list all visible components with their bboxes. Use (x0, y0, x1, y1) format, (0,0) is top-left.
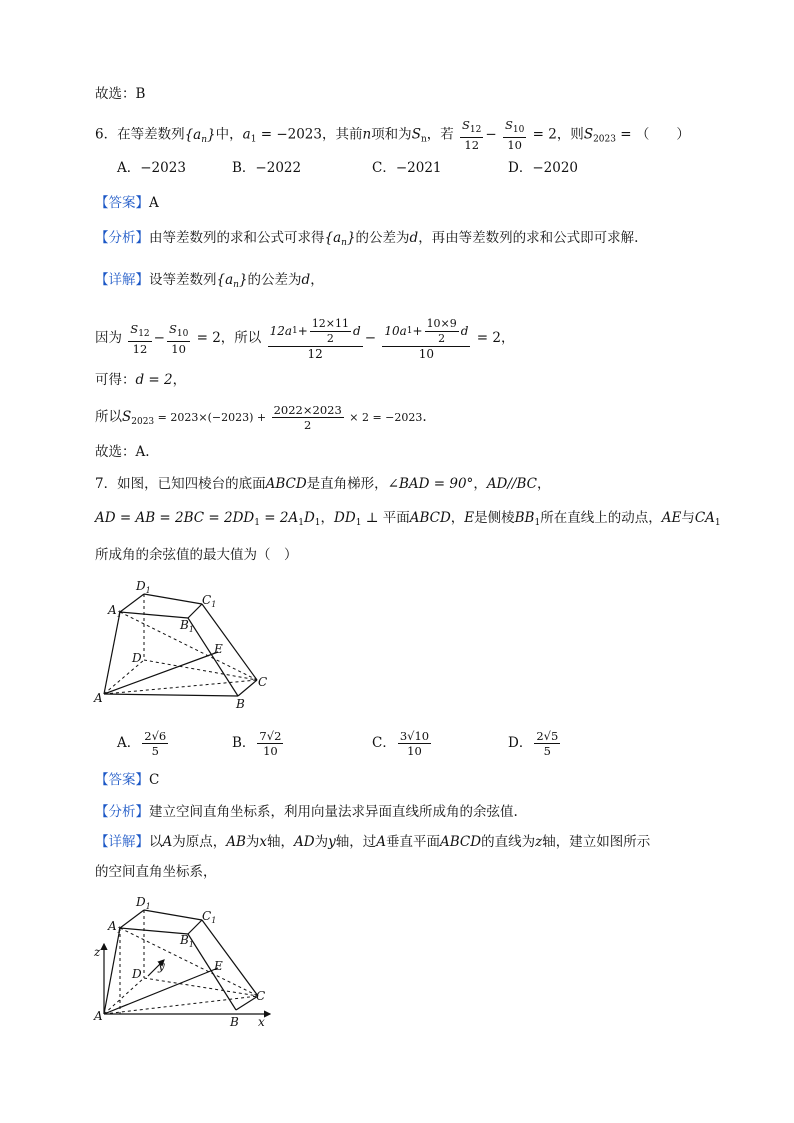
q6-analysis: 【分析】由等差数列的求和公式可求得$\{a_n\}$的公差为d，再由等差数列的求和公式即可求解. (95, 230, 639, 248)
big-fraction-1: 12a 1 + $\frac{12\times 11}{2}$ d 12 (269, 316, 361, 361)
q7-detail-line2: 的空间直角坐标系， (95, 864, 217, 880)
label2-e: E (214, 959, 223, 973)
q6-option-b: B．−2022 (232, 160, 302, 176)
label2-c: C (256, 989, 266, 1003)
q6-option-c: C．−2021 (372, 160, 442, 176)
q6-choice: 故选：A. (95, 444, 150, 460)
axis-x-label: x (258, 1015, 265, 1029)
q7-analysis: 【分析】建立空间直角坐标系，利用向量法求异面直线所成角的余弦值. (95, 804, 518, 820)
big-fraction-2: 10a 1 + $\frac{10\times 9}{2}$ d 10 (384, 316, 469, 361)
axis-y-label: y (158, 959, 165, 973)
label2-d: D (132, 967, 142, 981)
label2-b1: $B_1$ (180, 933, 194, 949)
label2-a1: $A_1$ (108, 919, 122, 935)
label-e: E (214, 642, 223, 656)
label2-d1: $D_1$ (136, 895, 151, 911)
label-b: B (236, 697, 245, 710)
frustum-figure-1 (92, 574, 282, 710)
axis-z-label: z (94, 945, 101, 959)
q7-detail-line1: 【详解】以A为原点，AB为x轴，AD为y轴，过A垂直平面ABCD的直线为z轴，建立如图所示 (95, 834, 651, 850)
label2-b: B (230, 1015, 239, 1029)
label-c1: $C_1$ (202, 593, 217, 609)
q6-option-a: A．−2023 (117, 160, 186, 176)
q7-stem-line1: 7．如图，已知四棱台的底面ABCD是直角梯形，∠BAD = 90°，AD//BC， (95, 476, 551, 492)
q7-option-b: B． $\frac{7√2}{10}$ (232, 729, 282, 758)
label-d1: $D_1$ (136, 579, 151, 595)
fraction-s10-10: $\frac{S_{10}}{10}$ (504, 118, 525, 152)
q6-answer: 【答案】A (95, 195, 159, 211)
fraction-s12-12: $\frac{S_{12}}{12}$ (462, 118, 482, 152)
q7-answer: 【答案】C (95, 772, 160, 788)
label2-c1: $C_1$ (202, 909, 217, 925)
q7-stem-line2: AD = AB = $2BC = 2DD_1 = 2A_1D_1$，$DD_1$ ⊥ 平面ABCD，E是侧棱$BB_1$所在直线上的动点，AE与$CA_1$ (95, 510, 721, 528)
q7-stem-line3: 所成角的余弦值的最大值为（ ） (95, 547, 298, 563)
label-c: C (258, 675, 268, 689)
prev-choice: 故选：B (95, 86, 146, 102)
label-b1: $B_1$ (180, 618, 194, 634)
q7-option-d: D． $\frac{2√5}{5}$ (508, 729, 559, 758)
q7-option-a: A． $\frac{2√6}{5}$ (117, 729, 167, 758)
q6-because-line: 因为 $\frac{S_{12}}{12}$ − $\frac{S_{10}}{10}$ = 2，所以 12a 1 + $\frac{12\times 11}{2}$ d 12 − 10a 1 + $\frac{10\times 9}{2}$ d 10 = 2， (95, 316, 515, 361)
label2-a: A (94, 1009, 103, 1023)
label-d: D (132, 651, 142, 665)
q6-detail: 【详解】设等差数列$\{a_n\}$的公差为d， (95, 272, 324, 290)
q6-get-d: 可得：d = 2， (95, 372, 187, 388)
q6-option-d: D．−2020 (508, 160, 578, 176)
frustum-figure-2 (90, 892, 280, 1032)
q6-stem: 6．在等差数列$\{a_n\}$中，$a_1 = -2023$，其前n项和为$S_n$，若 $\frac{S_{12}}{12}$ − $\frac{S_{10}}{10}$ = 2，则$S_{2023}$ = （ ） (95, 118, 690, 152)
q7-option-c: C． $\frac{3√10}{10}$ (372, 729, 430, 758)
label-a: A (94, 691, 103, 705)
label-a1: $A_1$ (108, 603, 122, 619)
q6-calc: 所以$S_{2023} = 2023\times(-2023)$ + $\frac{2022\times 2023}{2}$ × 2 = −2023. (95, 403, 427, 432)
